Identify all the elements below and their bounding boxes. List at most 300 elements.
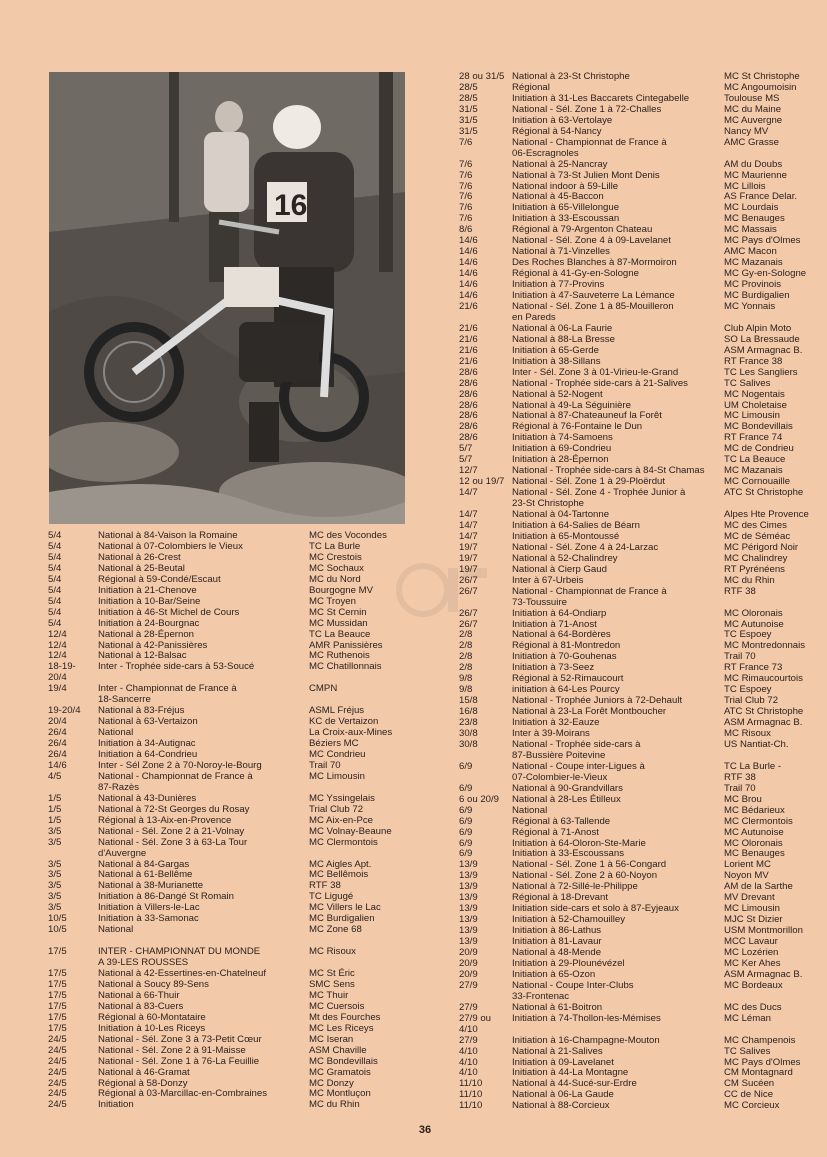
entry-event: Initiation à 33-Samonac	[98, 913, 199, 925]
entry-event: National - Sél. Zone 1 à 76-La Feuillie	[98, 1055, 260, 1067]
entry-club: MC Iseran	[309, 1033, 354, 1045]
entry-club: CMPN	[309, 683, 338, 695]
entry-club: MC St Christophe	[724, 71, 800, 82]
entry-club: AMR Panissières	[309, 639, 383, 651]
entry-date: 26/7	[459, 607, 478, 619]
entry-club: MC Rimaucourtois	[724, 673, 803, 685]
entry-date: 6/9	[459, 760, 473, 772]
entry-club: Bourgogne MV	[309, 584, 373, 596]
entry-event: National à 07-Colombiers le Vieux	[98, 540, 243, 552]
entry-club: RT Pyrénéens	[724, 563, 785, 575]
entry-event: Régional	[512, 81, 550, 93]
entry-date: 7/6	[459, 136, 473, 148]
entry-date: 7/6	[459, 202, 473, 214]
entry-event: National - Sél. Zone 2 à 91-Maisse	[98, 1044, 246, 1056]
entry-club: MC Angoumoisin	[724, 81, 797, 93]
entry-event: Initiation à 64-Oloron-Ste-Marie	[512, 837, 646, 849]
entry-date: 14/6	[459, 246, 478, 258]
entry-club: MC Oloronais	[724, 607, 783, 619]
entry-date: 26/7	[459, 585, 478, 597]
entry-date: 13/9	[459, 859, 478, 871]
entry-event: National - Sél. Zone 4 à 09-Lavelanet	[512, 235, 671, 247]
entry-event: National à 63-Vertaizon	[98, 716, 198, 728]
entry-date: 28/5	[459, 92, 478, 104]
entry-club: RTF 38	[309, 880, 341, 892]
entry-event: National à 23-La Forêt Montboucher	[512, 706, 667, 718]
entry-date: 4/10	[459, 1023, 478, 1035]
entry-club: MV Drevant	[724, 892, 775, 904]
entry-date: 7/6	[459, 158, 473, 170]
entry-date: 5/4	[48, 606, 62, 618]
entry-event: Initiation à 29-Plounévézel	[512, 957, 625, 969]
entry-date: 7/6	[459, 213, 473, 225]
entry-club: MC Limousin	[724, 410, 780, 422]
entry-club: AMC Grasse	[724, 136, 779, 148]
entry-club: RT France 73	[724, 662, 783, 674]
entry-club: MC Zone 68	[309, 924, 362, 936]
entry-club: Lorient MC	[724, 859, 771, 871]
entry-date: 24/5	[48, 1099, 67, 1111]
entry-event: Initiation à 64-Salies de Béarn	[512, 519, 640, 531]
entry-date: 6/9	[459, 815, 473, 827]
entry-club: ASM Armagnac B.	[724, 344, 803, 356]
entry-club: MC Troyen	[309, 595, 356, 607]
entry-club: MC Montredonnais	[724, 640, 806, 652]
entry-date: 30/8	[459, 728, 478, 739]
entry-club: RT France 74	[724, 432, 783, 444]
entry-event: Régional à 59-Condé/Escaut	[98, 573, 221, 585]
entry-club: MC Risoux	[309, 946, 356, 958]
entry-date: 21/6	[459, 333, 478, 345]
entry-club: MC Cornouaille	[724, 476, 791, 488]
entry-date: 3/5	[48, 891, 62, 903]
entry-club: MC Condrieu	[309, 749, 366, 760]
entry-date: 14/6	[48, 759, 67, 771]
entry-date: 14/7	[459, 487, 478, 499]
entry-event: Initiation à 65-Ozon	[512, 968, 596, 980]
entry-event: Régional à 79-Argenton Chateau	[512, 224, 653, 236]
entry-club: MC Benauges	[724, 213, 785, 225]
entry-club: SMC Sens	[309, 978, 355, 990]
entry-date: 12/7	[459, 465, 478, 477]
entry-date: 26/4	[48, 727, 67, 739]
entry-date: 5/4	[48, 562, 62, 574]
entry-club: RT France 38	[724, 355, 783, 367]
entry-date: 6/9	[459, 804, 473, 816]
entry-date: 28/6	[459, 399, 478, 411]
entry-date: 9/8	[459, 684, 473, 696]
entry-event: Inter - Sél Zone 2 à 70-Noroy-le-Bourg	[98, 759, 262, 771]
entry-club: MC Bordeaux	[724, 979, 783, 991]
entry-club: Trail 70	[309, 759, 341, 771]
entry-date: 24/5	[48, 1044, 67, 1056]
entry-date: 5/4	[48, 530, 62, 541]
entry-club: MC Autunoise	[724, 618, 784, 630]
entry-club: Trail 70	[724, 782, 756, 794]
entry-event: Initiation à 81-Lavaur	[512, 936, 602, 948]
entry-date: 5/7	[459, 454, 473, 466]
entry-club: ASM Armagnac B.	[724, 968, 803, 980]
entry-club: ATC St Christophe	[724, 487, 804, 499]
entry-event: National à 49-La Séguinière	[512, 399, 631, 411]
rider-number-plate: 16	[274, 189, 308, 222]
entry-club: MC Bondevillais	[724, 421, 793, 433]
entry-event: Initiation à 47-Sauveterre La Lémance	[512, 290, 675, 301]
entry-date: 2/8	[459, 629, 473, 641]
entry-club: RTF 38	[724, 771, 756, 783]
entry-club: Trail 70	[724, 651, 756, 663]
entry-club: MC de Séméac	[724, 530, 791, 542]
entry-date: 28/6	[459, 377, 478, 389]
entry-event: Inter - Trophée side-cars à 53-Soucé	[98, 661, 255, 673]
entry-event: Initiation à 21-Chenove	[98, 584, 197, 596]
entry-date: 7/6	[459, 180, 473, 192]
entry-date: 2/8	[459, 640, 473, 652]
entry-date: 4/5	[48, 770, 62, 782]
entry-date: 12/4	[48, 639, 67, 651]
entry-date: 12 ou 19/7	[459, 476, 505, 488]
entry-event: National à 83-Cuers	[98, 1000, 184, 1012]
entry-date: 31/5	[459, 125, 478, 137]
entry-club: ASM Armagnac B.	[724, 717, 803, 729]
entry-date: 24/5	[48, 1055, 67, 1067]
entry-date: 13/9	[459, 892, 478, 904]
entry-club: MC Provinois	[724, 279, 782, 291]
entry-club: La Croix-aux-Mines	[309, 727, 393, 739]
entry-event: Régional à 03-Marcillac-en-Combraines	[98, 1088, 268, 1100]
entry-club: MC du Rhin	[724, 574, 775, 586]
entry-event: Régional à 60-Montataire	[98, 1011, 206, 1023]
entry-club: Trial Club 72	[309, 803, 364, 815]
entry-date: 14/6	[459, 279, 478, 291]
entry-date: 20/4	[48, 716, 67, 728]
entry-date: 13/9	[459, 903, 478, 915]
entry-event: National à 87-Chateauneuf la Forêt	[512, 410, 662, 422]
entry-date: 14/6	[459, 290, 478, 301]
entry-event: Initiation à 52-Chamouilley	[512, 914, 626, 926]
entry-club: MC Clermontois	[724, 815, 793, 827]
entry-club: MJC St Dizier	[724, 914, 783, 926]
entry-club: MC Limousin	[724, 903, 780, 915]
entry-event: National à 72-St Georges du Rosay	[98, 803, 250, 815]
entry-club: MC Clermontois	[309, 836, 378, 848]
entry-date: 26/7	[459, 618, 478, 630]
entry-event: National - Sél. Zone 2 à 21-Volnay	[98, 825, 245, 837]
entry-event: National à 44-Sucé-sur-Erdre	[512, 1078, 637, 1090]
entry-date: 11/10	[459, 1100, 483, 1112]
entry-club: MC Corcieux	[724, 1100, 780, 1112]
entry-club: MC Volnay-Beaune	[309, 825, 392, 837]
entry-event: National - Championnat de France à	[98, 770, 253, 782]
entry-event: Initiation à 09-Lavelanet	[512, 1056, 614, 1068]
entry-event: INTER - CHAMPIONNAT DU MONDE	[98, 946, 261, 958]
entry-event: National à 73-St Julien Mont Denis	[512, 169, 660, 181]
entry-date: 20/9	[459, 947, 478, 958]
entry-event: Inter - Championnat de France à	[98, 683, 237, 695]
entry-event: Régional à 13-Aix-en-Provence	[98, 814, 232, 826]
entry-event: 07-Colombier-le-Vieux	[512, 771, 608, 783]
entry-club: TC Ligugé	[309, 891, 354, 903]
entry-club: MC Burdigalien	[724, 290, 790, 301]
entry-event: Initiation à 24-Bourgnac	[98, 617, 200, 629]
entry-club: MC Aix-en-Pce	[309, 814, 373, 826]
entry-event: 73-Toussuire	[512, 596, 567, 608]
entry-event: Initiation à 63-Vertolaye	[512, 114, 613, 126]
entry-event: National à 42-Essertines-en-Chatelneuf	[98, 968, 266, 979]
entry-club: MC Ker Ahes	[724, 957, 781, 969]
entry-club: MC des Ducs	[724, 1001, 782, 1013]
entry-date: 31/5	[459, 114, 478, 126]
entry-date: 5/4	[48, 540, 62, 552]
entry-date: 7/6	[459, 191, 473, 203]
entry-date: 20/9	[459, 957, 478, 969]
entry-event: National à 25-Beutal	[98, 562, 185, 574]
entry-event: National - Sél. Zone 2 à 60-Noyon	[512, 870, 658, 882]
entry-date: 28/6	[459, 421, 478, 433]
entry-club: MC Oloronais	[724, 837, 783, 849]
entry-date: 27/9 ou	[459, 1012, 492, 1024]
entry-club: MC Burdigalien	[309, 913, 375, 925]
entry-club: MC Lozérien	[724, 947, 779, 958]
entry-date: 12/4	[48, 650, 67, 662]
entry-event: Initiation à 10-Les Riceys	[98, 1022, 206, 1034]
entry-date: 28/6	[459, 432, 478, 444]
entry-date: 16/8	[459, 706, 478, 718]
entry-event: Régional à 52-Rimaucourt	[512, 673, 624, 685]
entry-event: Inter - Sél. Zone 3 à 01-Virieu-le-Grand	[512, 366, 679, 378]
entry-date: 21/6	[459, 355, 478, 367]
entry-event: d'Auvergne	[98, 847, 147, 859]
entry-club: Béziers MC	[309, 738, 359, 750]
entry-event: Régional à 71-Anost	[512, 826, 599, 838]
entry-event: National - Coupe inter-Ligues à	[512, 760, 645, 772]
entry-date: 3/5	[48, 836, 62, 848]
entry-club: MC Gramatois	[309, 1066, 371, 1078]
entry-club: MC Crestois	[309, 551, 362, 563]
entry-club: MC Champenois	[724, 1034, 796, 1046]
entry-event: Initiation à 74-Samoens	[512, 432, 613, 444]
entry-club: KC de Vertaizon	[309, 716, 379, 728]
entry-club: MC de Condrieu	[724, 443, 794, 455]
entry-event: National à 61-Bellême	[98, 869, 193, 881]
entry-club: US Nantiat-Ch.	[724, 738, 789, 750]
entry-date: 17/5	[48, 946, 67, 958]
entry-event: Initiation à 70-Gouhenas	[512, 651, 617, 663]
entry-club: MC Bédarieux	[724, 804, 785, 816]
entry-club: MC Risoux	[724, 728, 771, 739]
entry-date: 11/10	[459, 1089, 483, 1101]
entry-club: AM du Doubs	[724, 158, 783, 170]
entry-event: National à 90-Grandvillars	[512, 782, 623, 794]
entry-event: National à 06-La Faurie	[512, 322, 613, 334]
entry-club: CC de Nice	[724, 1089, 774, 1101]
entry-date: 1/5	[48, 792, 62, 804]
entry-club: MC du Maine	[724, 103, 782, 115]
entry-club: MC Maurienne	[724, 169, 787, 181]
entry-date: 21/6	[459, 300, 478, 312]
entry-date: 13/9	[459, 936, 478, 948]
entry-club: MC Villers le Lac	[309, 902, 381, 914]
entry-date: 19/7	[459, 552, 478, 564]
entry-date: 24/5	[48, 1066, 67, 1078]
motorcycle-trial-photo-icon	[49, 72, 405, 524]
entry-date: 8/6	[459, 224, 473, 236]
entry-date: 19/4	[48, 683, 67, 695]
entry-date: 27/9	[459, 1034, 478, 1046]
entry-event: National à 04-Tartonne	[512, 509, 610, 520]
entry-event: Initiation à 33-Escoussans	[512, 848, 624, 860]
entry-event: Initiation à 71-Anost	[512, 618, 597, 630]
entry-club: MC Gy-en-Sologne	[724, 268, 807, 280]
entry-date: 4/10	[459, 1067, 478, 1079]
entry-club: MC Donzy	[309, 1077, 354, 1089]
entry-event: National - Sél. Zone 1 à 72-Challes	[512, 103, 662, 115]
entry-event: National - Sél. Zone 1 à 29-Ploërdut	[512, 476, 666, 488]
entry-club: MC du Nord	[309, 573, 361, 585]
entry-event: Initiation à 65-Montoussé	[512, 530, 620, 542]
entry-event: Régional à 41-Gy-en-Sologne	[512, 268, 639, 280]
entry-event: Initiation à 38-Sillans	[512, 355, 601, 367]
entry-event: National à 26-Crest	[98, 551, 181, 563]
entry-event: Initiation à 65-Gerde	[512, 344, 599, 356]
entry-event: National	[98, 924, 134, 936]
entry-club: MC Bondevillais	[309, 1055, 378, 1067]
entry-club: MC Mussidan	[309, 617, 368, 629]
entry-club: MC Mazanais	[724, 465, 783, 477]
entry-club: CM Montagnard	[724, 1067, 793, 1079]
entry-club: MC Les Riceys	[309, 1022, 374, 1034]
entry-club: TC Espoey	[724, 684, 772, 696]
entry-club: MC Thuir	[309, 989, 349, 1001]
entry-event: National - Trophée side-cars à 84-St Chamas	[512, 465, 705, 477]
entry-date: 23/8	[459, 717, 478, 729]
entry-event: Régional à 81-Montredon	[512, 640, 621, 652]
entry-date: 11/10	[459, 1078, 483, 1090]
entry-club: MC Chalindrey	[724, 552, 788, 564]
entry-event: Inter à 39-Moirans	[512, 728, 590, 739]
entry-club: CM Sucéen	[724, 1078, 775, 1090]
entry-date: 17/5	[48, 989, 67, 1001]
entry-club: ASM Chaville	[309, 1044, 367, 1056]
entry-date: 28 ou 31/5	[459, 71, 505, 82]
entry-event: 87-Razès	[98, 781, 140, 793]
entry-event: Régional à 63-Tallende	[512, 815, 611, 827]
entry-date: 17/5	[48, 968, 67, 979]
entry-club: TC Les Sangliers	[724, 366, 798, 378]
entry-event: Initiation à Villers-le-Lac	[98, 902, 200, 914]
entry-date: 7/6	[459, 169, 473, 181]
entry-club: MC Massais	[724, 224, 777, 236]
entry-club: ATC St Christophe	[724, 706, 804, 718]
entry-date: 13/9	[459, 925, 478, 937]
entry-date: 5/7	[459, 443, 473, 455]
entry-date: 20/4	[48, 672, 67, 684]
entry-club: AM de la Sarthe	[724, 881, 793, 893]
entry-date: 5/4	[48, 573, 62, 585]
entry-event: National à 66-Thuir	[98, 989, 180, 1001]
entry-event: National à 88-Corcieux	[512, 1100, 610, 1112]
entry-club: Trial Club 72	[724, 695, 779, 707]
entry-date: 28/6	[459, 366, 478, 378]
entry-date: 14/6	[459, 235, 478, 247]
entry-club: Noyon MV	[724, 870, 769, 882]
entry-event: National à 52-Chalindrey	[512, 552, 618, 564]
entry-event: National à Cierp Gaud	[512, 563, 607, 575]
entry-event: Initiation à 86-Lathus	[512, 925, 602, 937]
entry-date: 17/5	[48, 978, 67, 990]
entry-event: 33-Frontenac	[512, 990, 570, 1002]
entry-club: MC Lillois	[724, 180, 766, 192]
entry-club: MC Sochaux	[309, 562, 364, 574]
entry-date: 28/5	[459, 81, 478, 93]
entry-event: Initiation à 64-Condrieu	[98, 749, 198, 760]
entry-club: MC des Vocondes	[309, 530, 387, 541]
entry-event: Initiation à 44-La Montagne	[512, 1067, 629, 1079]
entry-event: National à 38-Murianette	[98, 880, 204, 892]
entry-club: TC Salives	[724, 377, 771, 389]
entry-date: 19/7	[459, 563, 478, 575]
entry-date: 17/5	[48, 1011, 67, 1023]
entry-club: MC des Cimes	[724, 519, 787, 531]
entry-date: 5/4	[48, 595, 62, 607]
entry-event: 87-Bussière Poitevine	[512, 749, 606, 761]
entry-club: Club Alpin Moto	[724, 322, 792, 334]
entry-club: Toulouse MS	[724, 92, 780, 104]
entry-date: 26/4	[48, 749, 67, 760]
entry-club: TC Salives	[724, 1045, 771, 1057]
entry-event: National - Trophée Juniors à 72-Dehault	[512, 695, 683, 707]
entry-event: National - Sél. Zone 3 à 73-Petit Cœur	[98, 1033, 262, 1045]
entry-event: Initiation à 65-Villelongue	[512, 202, 620, 214]
entry-date: 12/4	[48, 628, 67, 640]
entry-club: TC La Burle -	[724, 760, 782, 772]
entry-event: Initiation à 32-Eauze	[512, 717, 600, 729]
entry-club: AS France Delar.	[724, 191, 798, 203]
entry-club: TC La Beauce	[309, 628, 371, 640]
entry-date: 14/7	[459, 509, 478, 520]
entry-date: 1/5	[48, 814, 62, 826]
entry-date: 4/10	[459, 1045, 478, 1057]
entry-date: 6/9	[459, 782, 473, 794]
entry-club: MCC Lavaur	[724, 936, 778, 948]
entry-event: National à 28-Épernon	[98, 628, 195, 640]
entry-date: 5/4	[48, 551, 62, 563]
page-number: 36	[418, 1124, 432, 1136]
entry-date: 21/6	[459, 322, 478, 334]
entry-club: MC Léman	[724, 1012, 771, 1024]
entry-event: National	[98, 727, 134, 739]
entry-event: National à 83-Fréjus	[98, 705, 185, 717]
entry-date: 14/6	[459, 268, 478, 280]
entry-date: 14/7	[459, 530, 478, 542]
entry-club: RTF 38	[724, 585, 756, 597]
entry-event: National indoor à 59-Lille	[512, 180, 619, 192]
entry-club: TC La Beauce	[724, 454, 786, 466]
entry-date: 30/8	[459, 738, 478, 750]
entry-date: 24/5	[48, 1033, 67, 1045]
entry-event: National - Sél. Zone 1 à 85-Mouilleron	[512, 300, 674, 312]
entry-club: MC Aigles Apt.	[309, 858, 372, 870]
entry-club: Mt des Fourches	[309, 1011, 381, 1023]
entry-club: MC Lourdais	[724, 202, 779, 214]
entry-date: 13/9	[459, 881, 478, 893]
entry-event: Initiation à 64-Ondiarp	[512, 607, 607, 619]
entry-event: Inter à 67-Urbeis	[512, 574, 584, 586]
entry-club: MC Pays d'Olmes	[724, 1056, 801, 1068]
entry-event: Initiation à 28-Épernon	[512, 454, 609, 466]
entry-event: National - Trophée side-cars à 21-Salives	[512, 377, 688, 389]
entry-date: 14/7	[459, 519, 478, 531]
